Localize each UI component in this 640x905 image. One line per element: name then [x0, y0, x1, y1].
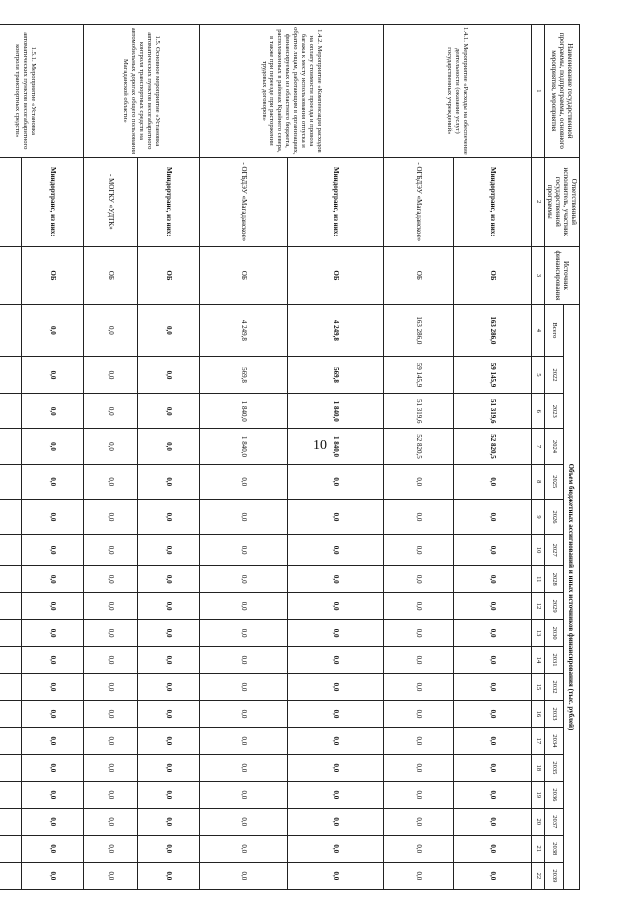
row-source: ОБ — [199, 246, 287, 304]
row-year-value: 0,0 — [287, 727, 383, 754]
row-year-value: 0,0 — [83, 620, 137, 647]
row-year-value: 52 820,5 — [383, 429, 453, 464]
row-year-value — [0, 499, 21, 534]
row-year-value: 0,0 — [83, 394, 137, 429]
row-year-value: 0,0 — [287, 700, 383, 727]
column-index: 18 — [531, 754, 544, 781]
row-year-value — [0, 862, 21, 889]
row-year-value: 0,0 — [199, 499, 287, 534]
row-year-value: 0,0 — [383, 593, 453, 620]
row-year-value: 0,0 — [199, 781, 287, 808]
row-year-value: 0,0 — [21, 727, 83, 754]
row-year-value: 0,0 — [137, 781, 199, 808]
row-year-value: 1 840,0 — [199, 429, 287, 464]
row-year-value: 0,0 — [83, 781, 137, 808]
row-year-value: 0,0 — [199, 808, 287, 835]
row-year-value: 0,0 — [453, 727, 531, 754]
row-year-value: 0,0 — [21, 674, 83, 701]
row-year-value: 0,0 — [137, 835, 199, 862]
row-year-value: 0,0 — [137, 535, 199, 566]
row-total: 4 249,8 — [287, 304, 383, 356]
header-year: 2033 — [544, 700, 563, 727]
row-year-value: 0,0 — [21, 835, 83, 862]
table-row — [287, 25, 383, 890]
row-year-value: 0,0 — [83, 727, 137, 754]
row-year-value — [0, 754, 21, 781]
header-year: 2032 — [544, 674, 563, 701]
row-year-value: 0,0 — [287, 781, 383, 808]
row-year-value — [0, 700, 21, 727]
row-source: ОБ — [83, 246, 137, 304]
row-year-value: 1 840,0 — [287, 394, 383, 429]
header-year: 2035 — [544, 754, 563, 781]
row-year-value — [0, 620, 21, 647]
row-total: 4 249,8 — [199, 304, 287, 356]
row-total: 163 286,0 — [383, 304, 453, 356]
row-source: ОБ — [287, 246, 383, 304]
row-year-value: 0,0 — [383, 647, 453, 674]
rotated-table-container — [14, 24, 580, 890]
header-year: 2036 — [544, 781, 563, 808]
row-year-value: 569,8 — [287, 356, 383, 393]
row-year-value: 0,0 — [383, 499, 453, 534]
row-total: 0,0 — [137, 304, 199, 356]
row-year-value: 0,0 — [199, 566, 287, 593]
row-year-value — [0, 781, 21, 808]
row-year-value — [0, 808, 21, 835]
column-index: 7 — [531, 429, 544, 464]
row-year-value: 52 820,5 — [453, 429, 531, 464]
row-year-value: 0,0 — [83, 808, 137, 835]
row-year-value: 0,0 — [21, 464, 83, 499]
row-year-value: 0,0 — [137, 754, 199, 781]
header-source: Источник финансирования — [544, 246, 579, 304]
column-index: 5 — [531, 356, 544, 393]
row-source: ОБ — [137, 246, 199, 304]
row-year-value: 0,0 — [383, 535, 453, 566]
row-year-value: 0,0 — [21, 647, 83, 674]
column-index: 6 — [531, 394, 544, 429]
row-year-value: 0,0 — [453, 464, 531, 499]
row-executor — [0, 157, 21, 246]
row-year-value — [0, 835, 21, 862]
row-year-value: 59 145,9 — [453, 356, 531, 393]
row-year-value: 0,0 — [199, 593, 287, 620]
header-year: 2028 — [544, 566, 563, 593]
page-number: 10 — [313, 438, 327, 453]
column-index: 15 — [531, 674, 544, 701]
row-year-value: 0,0 — [137, 356, 199, 393]
row-year-value: 0,0 — [383, 464, 453, 499]
row-year-value: 0,0 — [199, 835, 287, 862]
row-year-value: 0,0 — [199, 620, 287, 647]
row-year-value: 0,0 — [21, 394, 83, 429]
column-index: 13 — [531, 620, 544, 647]
row-year-value: 0,0 — [199, 862, 287, 889]
row-year-value — [0, 593, 21, 620]
row-year-value: 0,0 — [21, 808, 83, 835]
row-year-value: 0,0 — [453, 566, 531, 593]
header-year: 2031 — [544, 647, 563, 674]
row-year-value: 569,8 — [199, 356, 287, 393]
row-year-value: 0,0 — [383, 808, 453, 835]
row-year-value: 0,0 — [287, 862, 383, 889]
row-year-value: 0,0 — [83, 535, 137, 566]
row-name: 1.5.1. Мероприятие «Установка автоматических пунктов весогабаритного контроля транспортных средств» — [0, 25, 83, 158]
financing-table — [0, 24, 580, 890]
row-executor: - ОГБДЭУ «Магаданское» — [199, 157, 287, 246]
row-total: 0,0 — [21, 304, 83, 356]
row-year-value: 0,0 — [383, 566, 453, 593]
row-year-value: 51 319,6 — [453, 394, 531, 429]
header-year: 2024 — [544, 429, 563, 464]
row-year-value: 0,0 — [453, 674, 531, 701]
row-year-value: 51 319,6 — [383, 394, 453, 429]
header-year: 2026 — [544, 499, 563, 534]
row-year-value: 0,0 — [21, 499, 83, 534]
row-year-value: 0,0 — [453, 781, 531, 808]
row-total: 0,0 — [83, 304, 137, 356]
row-year-value: 0,0 — [287, 499, 383, 534]
row-year-value: 0,0 — [21, 593, 83, 620]
row-year-value: 0,0 — [137, 700, 199, 727]
row-year-value: 0,0 — [453, 620, 531, 647]
row-year-value: 0,0 — [287, 647, 383, 674]
row-year-value — [0, 429, 21, 464]
header-year: 2029 — [544, 593, 563, 620]
row-year-value: 0,0 — [137, 674, 199, 701]
row-executor: - МОГКУ «УДТК» — [83, 157, 137, 246]
row-year-value: 0,0 — [453, 754, 531, 781]
column-index: 22 — [531, 862, 544, 889]
row-year-value: 0,0 — [137, 593, 199, 620]
row-year-value: 0,0 — [83, 835, 137, 862]
row-year-value: 0,0 — [21, 754, 83, 781]
row-year-value: 0,0 — [137, 566, 199, 593]
row-year-value — [0, 674, 21, 701]
row-year-value: 0,0 — [137, 464, 199, 499]
header-year: 2022 — [544, 356, 563, 393]
header-year: 2025 — [544, 464, 563, 499]
row-year-value: 0,0 — [383, 754, 453, 781]
row-year-value: 0,0 — [287, 674, 383, 701]
header-name: Наименование государственной программы, подпрограммы, основного мероприятия, мероприятия — [544, 25, 579, 158]
column-index: 8 — [531, 464, 544, 499]
table-row — [453, 25, 531, 890]
row-year-value: 0,0 — [199, 647, 287, 674]
row-year-value: 1 840,0 — [199, 394, 287, 429]
header-year: 2030 — [544, 620, 563, 647]
column-index: 19 — [531, 781, 544, 808]
row-year-value — [0, 535, 21, 566]
row-year-value: 0,0 — [383, 835, 453, 862]
row-total: 163 286,0 — [453, 304, 531, 356]
row-year-value: 0,0 — [83, 356, 137, 393]
column-index: 14 — [531, 647, 544, 674]
column-index: 9 — [531, 499, 544, 534]
column-index: 21 — [531, 835, 544, 862]
row-year-value: 0,0 — [137, 647, 199, 674]
row-year-value: 0,0 — [453, 593, 531, 620]
row-year-value: 0,0 — [383, 620, 453, 647]
row-year-value: 0,0 — [287, 593, 383, 620]
row-year-value — [0, 727, 21, 754]
header-year: 2027 — [544, 535, 563, 566]
row-year-value: 0,0 — [137, 429, 199, 464]
row-year-value: 0,0 — [21, 429, 83, 464]
row-year-value: 0,0 — [287, 808, 383, 835]
row-year-value: 0,0 — [137, 727, 199, 754]
column-index: 17 — [531, 727, 544, 754]
row-year-value: 0,0 — [199, 754, 287, 781]
row-year-value: 0,0 — [453, 835, 531, 862]
column-index: 11 — [531, 566, 544, 593]
row-executor: - ОГБДЭУ «Магаданское» — [383, 157, 453, 246]
row-year-value: 0,0 — [137, 620, 199, 647]
row-source: ОБ — [453, 246, 531, 304]
row-year-value: 0,0 — [199, 727, 287, 754]
row-executor: Миндортранс, из них: — [453, 157, 531, 246]
row-year-value — [0, 566, 21, 593]
row-year-value: 0,0 — [199, 674, 287, 701]
row-year-value: 0,0 — [383, 862, 453, 889]
table-row — [137, 25, 199, 890]
row-year-value: 0,0 — [383, 781, 453, 808]
row-year-value: 0,0 — [453, 647, 531, 674]
row-year-value: 0,0 — [83, 593, 137, 620]
row-source: ОБ — [383, 246, 453, 304]
row-year-value: 0,0 — [137, 499, 199, 534]
column-index: 16 — [531, 700, 544, 727]
row-year-value: 0,0 — [21, 700, 83, 727]
row-year-value: 0,0 — [453, 808, 531, 835]
row-year-value: 0,0 — [21, 781, 83, 808]
row-year-value: 0,0 — [21, 862, 83, 889]
row-year-value: 0,0 — [83, 674, 137, 701]
column-index: 4 — [531, 304, 544, 356]
row-executor: Миндортранс, из них: — [137, 157, 199, 246]
row-year-value: 0,0 — [199, 700, 287, 727]
row-year-value: 0,0 — [287, 754, 383, 781]
row-name: 1.5. Основное мероприятие «Установка автоматических пунктов весогабаритного контроля транспортных средств на автомобильных дорогах общего пользования Магаданской области» — [83, 25, 199, 158]
row-year-value: 0,0 — [83, 647, 137, 674]
row-year-value — [0, 394, 21, 429]
column-index: 3 — [531, 246, 544, 304]
header-executor: Ответственный исполнитель, участник государственной программы — [544, 157, 579, 246]
row-year-value: 0,0 — [83, 566, 137, 593]
row-year-value: 0,0 — [21, 535, 83, 566]
row-year-value — [0, 356, 21, 393]
row-year-value: 0,0 — [83, 429, 137, 464]
row-year-value: 0,0 — [287, 835, 383, 862]
row-year-value: 0,0 — [453, 499, 531, 534]
row-year-value: 0,0 — [383, 674, 453, 701]
column-index: 2 — [531, 157, 544, 246]
header-year: 2023 — [544, 394, 563, 429]
header-total: Всего — [544, 304, 563, 356]
row-year-value: 0,0 — [83, 464, 137, 499]
row-total — [0, 304, 21, 356]
row-year-value: 0,0 — [287, 464, 383, 499]
row-year-value: 0,0 — [383, 727, 453, 754]
row-name: 1.4.2. Мероприятие «Компенсация расходов на оплату стоимости проезда и провоза багажа к месту использования отпуска и обратно лицам, работающим в организациях, финансируемых из областного бюджета, расположенных в районах Крайнего севера, в также при переезде при расторжении трудовых договоров» — [199, 25, 383, 158]
row-year-value: 0,0 — [21, 620, 83, 647]
row-year-value: 59 145,9 — [383, 356, 453, 393]
row-year-value: 0,0 — [137, 808, 199, 835]
row-year-value: 0,0 — [83, 754, 137, 781]
header-year: 2038 — [544, 835, 563, 862]
row-year-value: 0,0 — [83, 499, 137, 534]
row-year-value: 0,0 — [83, 862, 137, 889]
row-year-value — [0, 464, 21, 499]
row-year-value: 0,0 — [137, 394, 199, 429]
column-index: 12 — [531, 593, 544, 620]
row-year-value: 0,0 — [83, 700, 137, 727]
table-row — [21, 25, 83, 890]
row-year-value: 1 840,0 — [287, 429, 383, 464]
header-year: 2037 — [544, 808, 563, 835]
row-executor: Миндортранс, из них: — [287, 157, 383, 246]
column-index: 20 — [531, 808, 544, 835]
row-year-value: 0,0 — [199, 535, 287, 566]
row-executor: Миндортранс, из них: — [21, 157, 83, 246]
row-year-value: 0,0 — [137, 862, 199, 889]
header-year: 2039 — [544, 862, 563, 889]
row-year-value — [0, 647, 21, 674]
row-year-value: 0,0 — [453, 700, 531, 727]
table-body — [0, 25, 531, 890]
row-source: ОБ — [21, 246, 83, 304]
row-year-value: 0,0 — [287, 535, 383, 566]
row-year-value: 0,0 — [383, 700, 453, 727]
column-index: 1 — [531, 25, 544, 158]
column-index: 10 — [531, 535, 544, 566]
row-year-value: 0,0 — [21, 356, 83, 393]
row-year-value: 0,0 — [453, 535, 531, 566]
row-year-value: 0,0 — [199, 464, 287, 499]
row-year-value: 0,0 — [287, 620, 383, 647]
row-year-value: 0,0 — [453, 862, 531, 889]
header-year: 2034 — [544, 727, 563, 754]
index-row — [531, 25, 544, 890]
row-source — [0, 246, 21, 304]
row-name: 1.4.1. Мероприятие «Расходы на обеспечение деятельности (оказание услуг) государственных учреждений» — [383, 25, 531, 158]
header-volume: Объем бюджетных ассигнований и иных источников финансирования (тыс. рублей) — [563, 304, 579, 889]
row-year-value: 0,0 — [21, 566, 83, 593]
row-year-value: 0,0 — [287, 566, 383, 593]
